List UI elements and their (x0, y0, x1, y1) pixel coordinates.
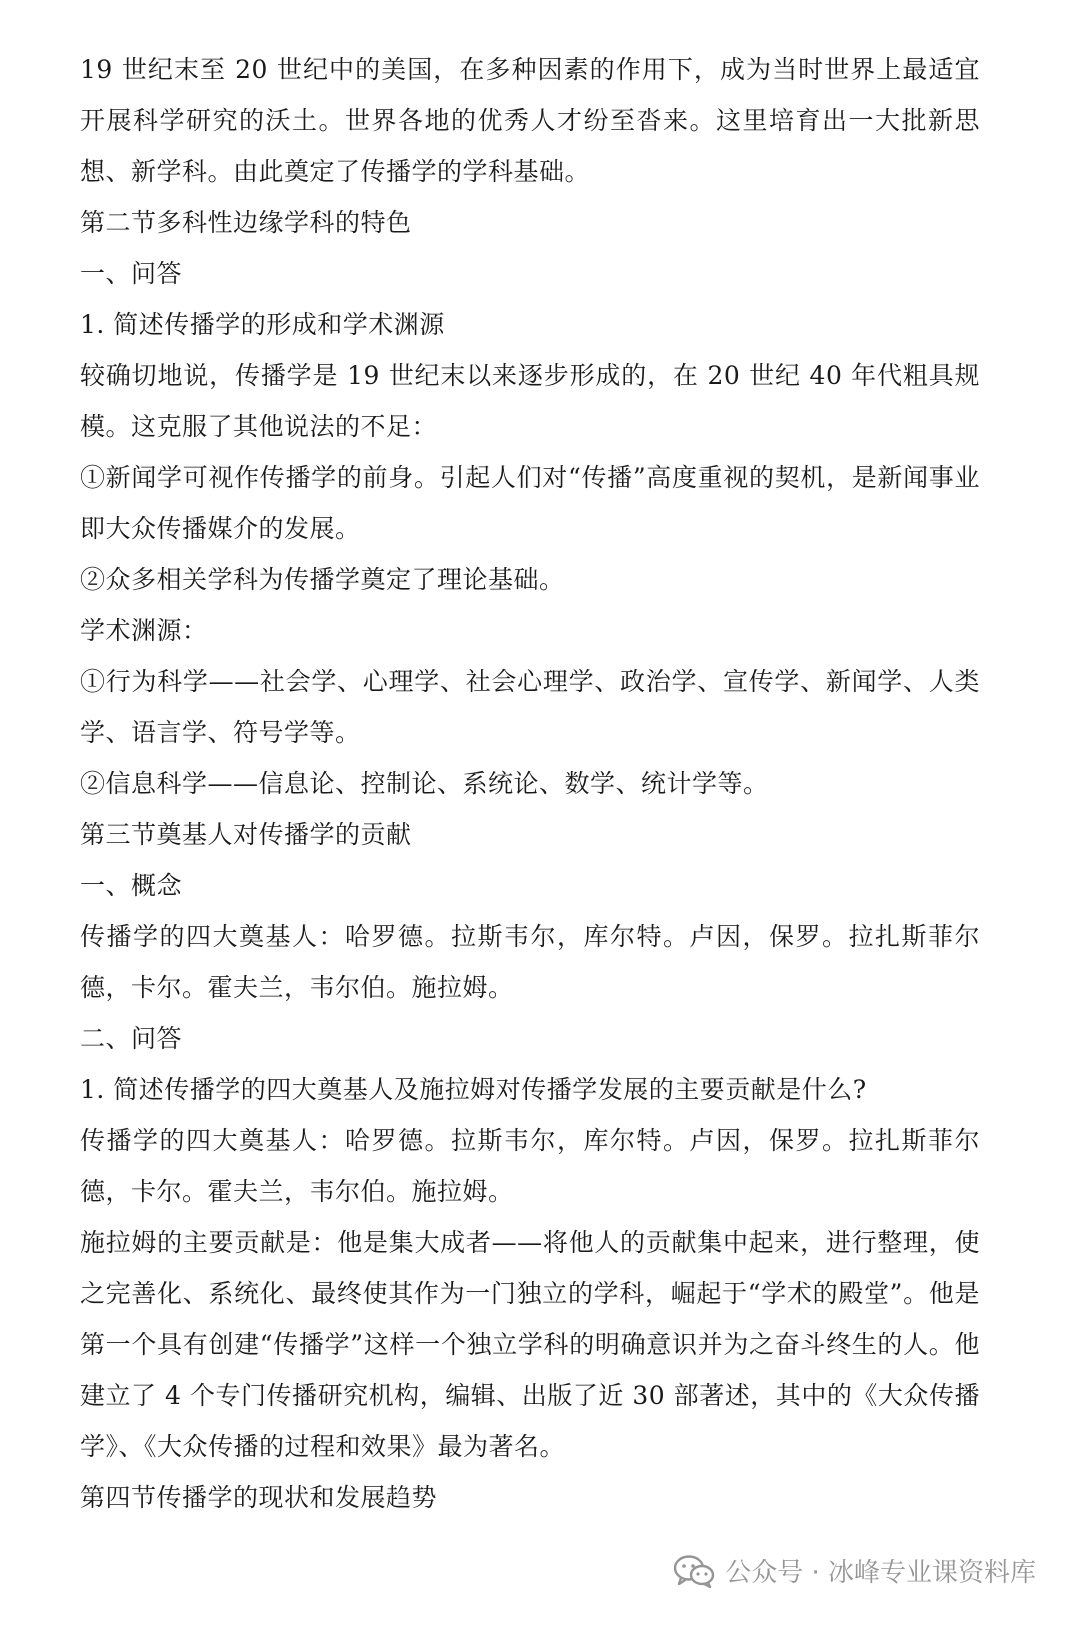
subheading-qa: 一、问答 (80, 259, 183, 288)
question-1: 1. 简述传播学的形成和学术渊源 (80, 310, 445, 339)
watermark (673, 1552, 1036, 1589)
section-heading-4: 第四节传播学的现状和发展趋势 (80, 1483, 438, 1512)
list-item: ①新闻学可视作传播学的前身。引起人们对“传播”高度重视的契机，是新闻事业即大众传播媒介的发展。 (80, 463, 980, 543)
subheading-origins: 学术渊源： (80, 616, 208, 645)
paragraph-intro: 19 世纪末至 20 世纪中的美国，在多种因素的作用下，成为当时世界上最适宜开展科学研究的沃土。世界各地的优秀人才纷至沓来。这里培育出一大批新思想、新学科。由此奠定了传播学的学科基础。 (80, 55, 980, 186)
subheading-concept: 一、概念 (80, 871, 183, 900)
answer-paragraph: 施拉姆的主要贡献是：他是集大成者——将他人的贡献集中起来，进行整理，使之完善化、系统化、最终使其作为一门独立的学科，崛起于“学术的殿堂”。他是第一个具有创建“传播学”这样一个独立学科的明确意识并为之奋斗终生的人。他建立了 4 个专门传播研究机构，编辑、出版了近 30 部著述，其中的《大众传播学》、《大众传播的过程和效果》最为著名。 (80, 1228, 980, 1461)
list-item: ①行为科学——社会学、心理学、社会心理学、政治学、宣传学、新闻学、人类学、语言学、符号学等。 (80, 667, 980, 747)
subheading-qa: 二、问答 (80, 1024, 183, 1053)
document-body (80, 44, 980, 1523)
wechat-icon (673, 1554, 715, 1588)
section-heading-2: 第二节多科性边缘学科的特色 (80, 208, 412, 237)
answer-paragraph: 传播学的四大奠基人：哈罗德。拉斯韦尔，库尔特。卢因，保罗。拉扎斯菲尔德，卡尔。霍夫兰，韦尔伯。施拉姆。 (80, 1126, 980, 1206)
answer-paragraph: 传播学的四大奠基人：哈罗德。拉斯韦尔，库尔特。卢因，保罗。拉扎斯菲尔德，卡尔。霍夫兰，韦尔伯。施拉姆。 (80, 922, 980, 1002)
list-item: ②信息科学——信息论、控制论、系统论、数学、统计学等。 (80, 769, 769, 798)
watermark-text: 公众号 · 冰峰专业课资料库 (725, 1558, 1036, 1588)
question-1: 1. 简述传播学的四大奠基人及施拉姆对传播学发展的主要贡献是什么? (80, 1075, 867, 1104)
answer-paragraph: 较确切地说，传播学是 19 世纪末以来逐步形成的，在 20 世纪 40 年代粗具规模。这克服了其他说法的不足： (80, 361, 980, 441)
list-item: ②众多相关学科为传播学奠定了理论基础。 (80, 565, 565, 594)
section-heading-3: 第三节奠基人对传播学的贡献 (80, 820, 412, 849)
